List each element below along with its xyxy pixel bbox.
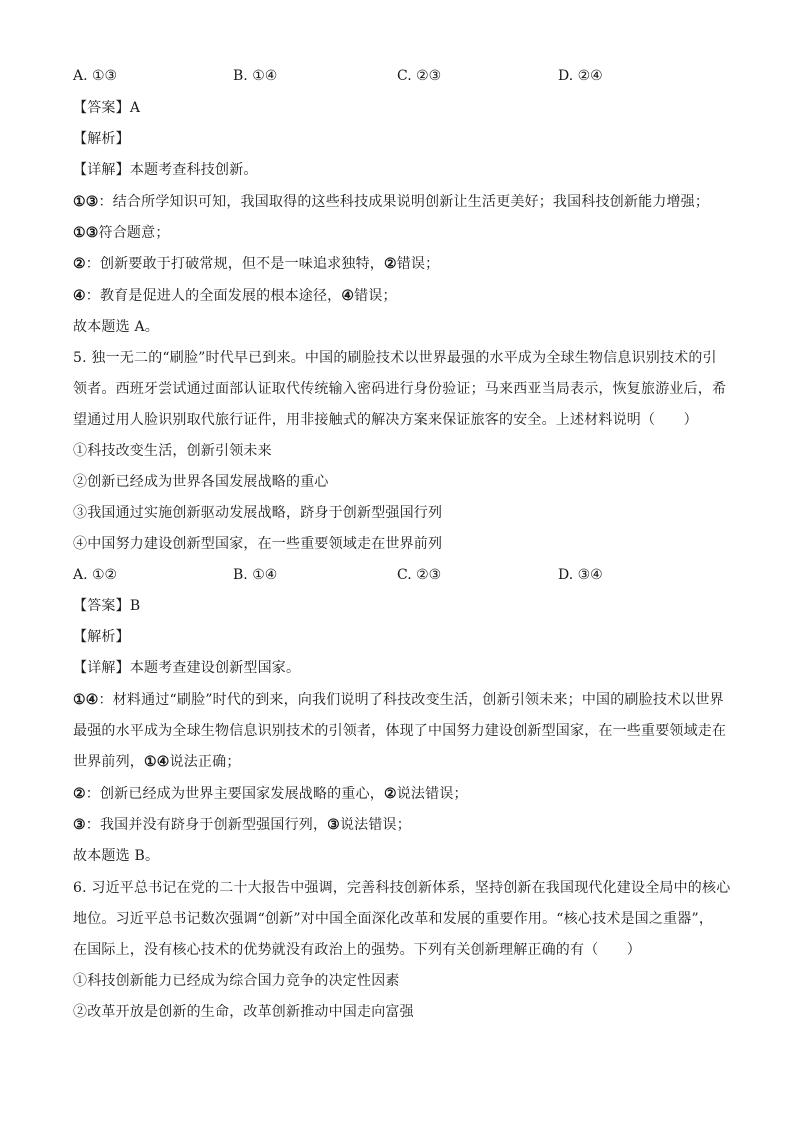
q5-explanation-3 — [73, 813, 411, 837]
explanation-ref: ③ — [327, 817, 340, 833]
q6-stem-line: 在国际上，没有核心技术的优势就没有政治上的强势。下列有关创新理解正确的有（ ） — [73, 942, 641, 958]
q5-detail — [73, 656, 300, 680]
q5-item: ②创新已经成为世界各国发展战略的重心 — [73, 474, 329, 490]
q5-stem-line: 望通过用人脸识别取代旅行证件，用非接触式的解决方案来保证旅客的安全。上述材料说明（ ） — [73, 412, 698, 428]
q5-item: ①科技改变生活，创新引领未来 — [73, 443, 272, 459]
q4-conclusion: 故本题选 A。 — [73, 319, 159, 335]
q5-item: ④中国努力建设创新型国家，在一些重要领域走在世界前列 — [73, 536, 443, 552]
q5-analysis-label: 【解析】 — [73, 629, 130, 645]
q5-stem-line: 5. 独一无二的“刷脸”时代早已到来。中国的刷脸技术以世界最强的水平成为全球生物信息识别技术的引 — [73, 350, 717, 366]
q4-option-a: A. ①③ — [73, 68, 118, 84]
q5-explanation-1-end — [73, 750, 241, 774]
q5-option-c: C. ②③ — [397, 567, 442, 583]
explanation-key: ② — [73, 786, 86, 802]
q5-explanation-2 — [73, 782, 468, 806]
q4-answer — [73, 96, 140, 120]
q5-option-b: B. ①④ — [233, 567, 278, 583]
explanation-text: ：结合所学知识可知，我国取得的这些科技成果说明创新让生活更美好；我国科技创新能力增强； — [98, 194, 710, 210]
q5-option-d: D. ③④ — [558, 567, 603, 583]
q6-stem-line: 6. 习近平总书记在党的二十大报告中强调，完善科技创新体系，坚持创新在我国现代化建设全局中的核心 — [73, 880, 731, 896]
explanation-ref: ④ — [341, 288, 355, 304]
explanation-ref: ② — [383, 786, 397, 802]
explanation-text: 世界前列， — [73, 754, 144, 770]
q5-answer — [73, 594, 140, 618]
q5-conclusion: 故本题选 B。 — [73, 848, 160, 864]
q4-option-c: C. ②③ — [397, 68, 442, 84]
explanation-text: ：教育是促进人的全面发展的根本途径， — [85, 288, 342, 304]
answer-value: A — [129, 100, 141, 116]
explanation-verdict: 说法错误； — [339, 817, 411, 833]
detail-text: 本题考查科技创新。 — [129, 162, 258, 178]
explanation-verdict: 错误； — [396, 256, 440, 272]
explanation-verdict: 说法正确； — [169, 754, 241, 770]
explanation-text: ：我国并没有跻身于创新型强国行列， — [85, 817, 328, 833]
q4-detail — [73, 158, 258, 182]
q5-option-a: A. ①② — [73, 567, 118, 583]
explanation-text: ：材料通过“刷脸”时代的到来，向我们说明了科技改变生活，创新引领未来；中国的刷脸技术以世界 — [98, 692, 724, 708]
explanation-verdict: 错误； — [354, 288, 397, 304]
q5-stem-line: 领者。西班牙尝试通过面部认证取代传统输入密码进行身份验证；马来西亚当局表示，恢复旅游业后，希 — [73, 381, 727, 397]
explanation-key: ①③ — [73, 194, 99, 210]
q4-analysis-label: 【解析】 — [73, 131, 130, 147]
q6-item: ②改革开放是创新的生命，改革创新推动中国走向富强 — [73, 1004, 414, 1020]
detail-label: 【详解】 — [73, 660, 130, 676]
detail-text: 本题考查建设创新型国家。 — [129, 660, 301, 676]
explanation-key: ④ — [73, 288, 86, 304]
q4-option-b: B. ①④ — [233, 68, 278, 84]
explanation-verdict: 说法错误； — [396, 786, 468, 802]
q4-explanation-3 — [73, 284, 397, 308]
q4-option-d: D. ②④ — [558, 68, 603, 84]
explanation-key: ①③ — [73, 225, 99, 241]
explanation-text: 符合题意； — [98, 225, 170, 241]
detail-label: 【详解】 — [73, 162, 130, 178]
q6-stem-line: 地位。习近平总书记数次强调“创新”对中国全面深化改革和发展的重要作用。“核心技术是国之重器”， — [73, 911, 714, 927]
explanation-text: ：创新已经成为世界主要国家发展战略的重心， — [85, 786, 384, 802]
explanation-key: ② — [73, 256, 86, 272]
explanation-key: ①④ — [73, 692, 99, 708]
explanation-ref: ② — [383, 256, 397, 272]
q4-explanation-2 — [73, 252, 439, 276]
q4-explanation-1-cont — [73, 221, 170, 245]
answer-label: 【答案】 — [73, 100, 130, 116]
explanation-key: ③ — [73, 817, 86, 833]
explanation-ref: ①④ — [144, 754, 170, 770]
q5-explanation-1 — [73, 688, 724, 712]
q5-explanation-1-cont: 最强的水平成为全球生物信息识别技术的引领者，体现了中国努力建设创新型国家，在一些重要领域走在 — [73, 723, 727, 739]
q6-item: ①科技创新能力已经成为综合国力竞争的决定性因素 — [73, 973, 400, 989]
answer-label: 【答案】 — [73, 598, 130, 614]
explanation-text: ：创新要敢于打破常规，但不是一味追求独特， — [85, 256, 384, 272]
q5-item: ③我国通过实施创新驱动发展战略，跻身于创新型强国行列 — [73, 505, 443, 521]
q4-explanation-1 — [73, 190, 709, 214]
answer-value: B — [129, 598, 141, 614]
